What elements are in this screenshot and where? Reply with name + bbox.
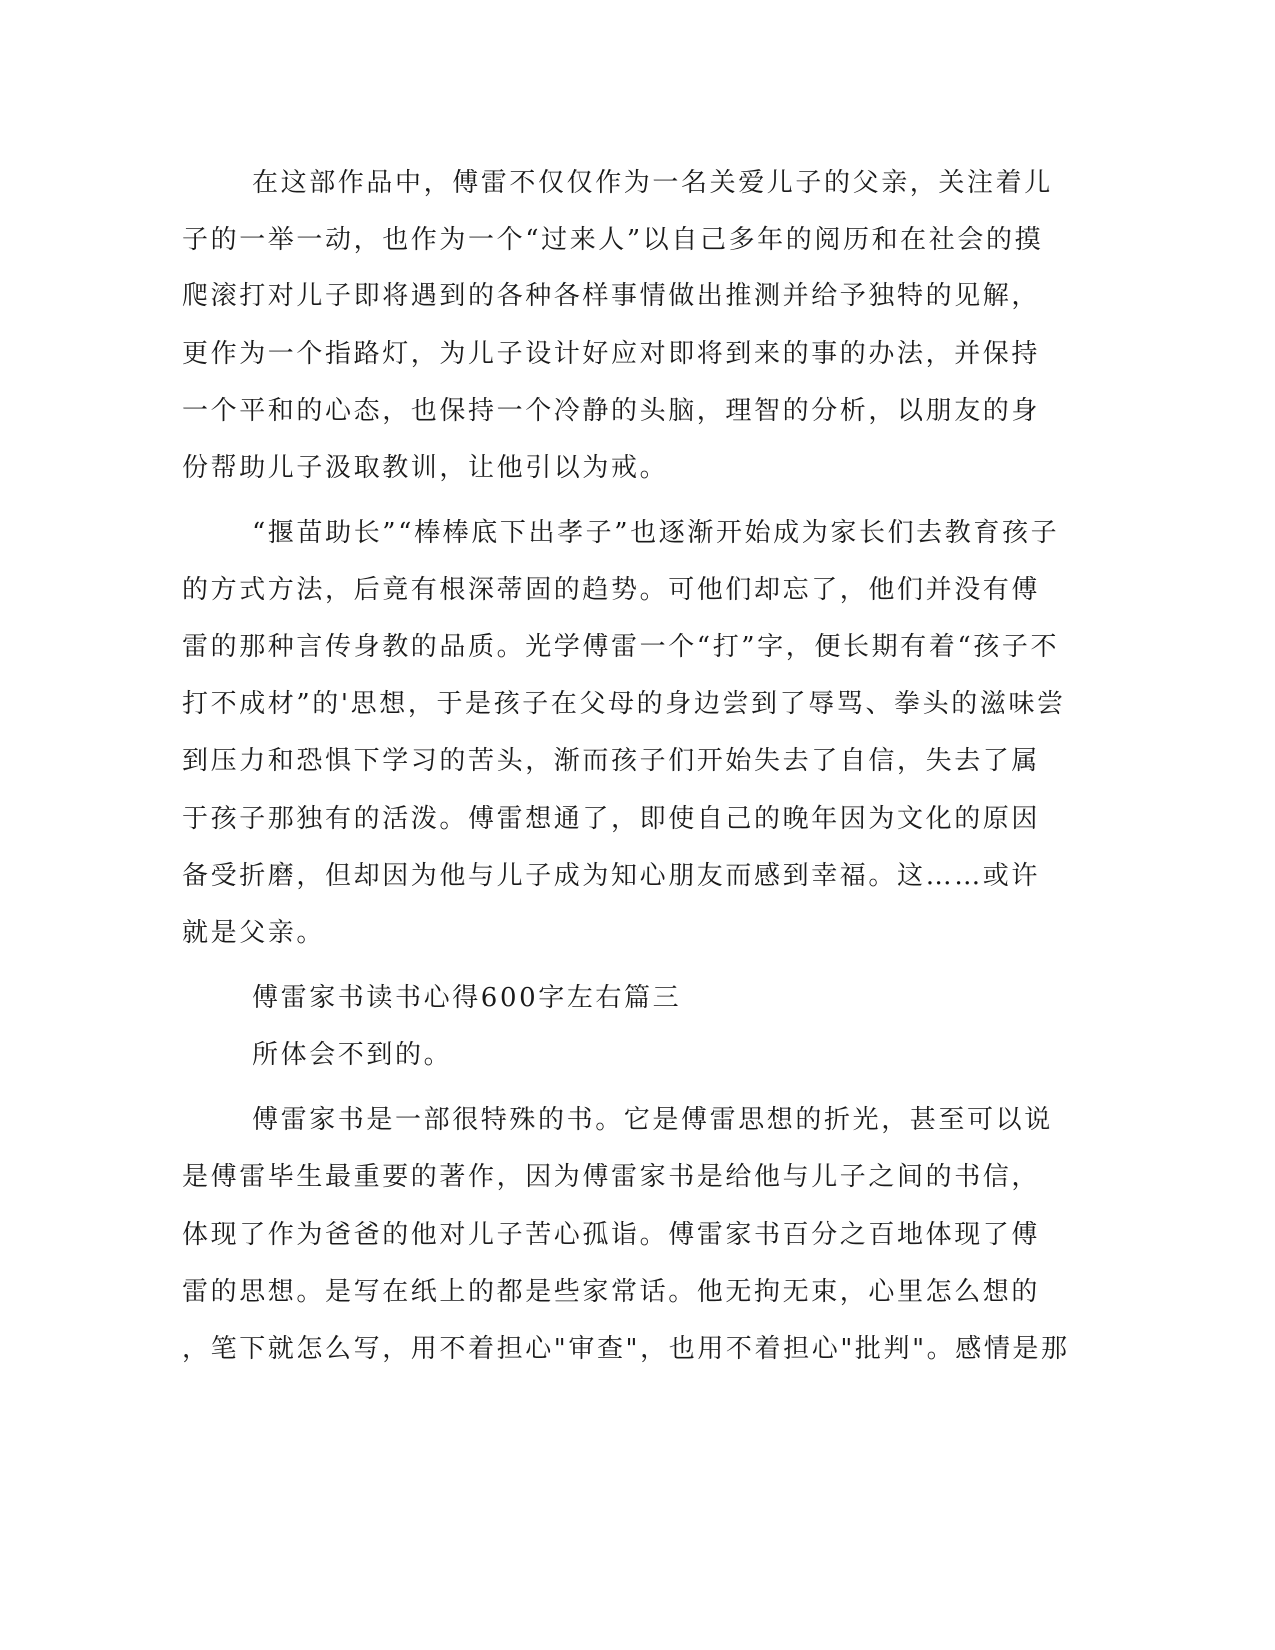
paragraph-4-line-4: 雷的思想。是写在纸上的都是些家常话。他无拘无束，心里怎么想的 [182,1277,1041,1307]
paragraph-2-line-6: 于孩子那独有的活泼。傅雷想通了，即使自己的晚年因为文化的原因 [182,804,1041,834]
paragraph-4-line-2: 是傅雷毕生最重要的著作，因为傅雷家书是给他与儿子之间的书信， [182,1162,1041,1192]
paragraph-2-line-4: 打不成材”的'思想，于是孩子在父母的身边尝到了辱骂、拳头的滋味尝 [182,689,1066,719]
paragraph-1-line-1: 在这部作品中，傅雷不仅仅作为一名关爱儿子的父亲，关注着儿 [252,168,1053,198]
paragraph-2-line-1: “揠苗助长”“棒棒底下出孝子”也逐渐开始成为家长们去教育孩子 [252,518,1060,548]
paragraph-1-line-4: 更作为一个指路灯，为儿子设计好应对即将到来的事的办法，并保持 [182,339,1041,369]
paragraph-2-line-7: 备受折磨，但却因为他与儿子成为知心朋友而感到幸福。这……或许 [182,861,1041,891]
paragraph-1-line-6: 份帮助儿子汲取教训，让他引以为戒。 [182,453,669,483]
paragraph-1-line-2: 子的一举一动，也作为一个“过来人”以自己多年的阅历和在社会的摸 [182,225,1044,255]
section-heading: 傅雷家书读书心得600字左右篇三 [252,983,682,1013]
paragraph-2-line-2: 的方式方法，后竟有根深蒂固的趋势。可他们却忘了，他们并没有傅 [182,575,1041,605]
paragraph-4-line-3: 体现了作为爸爸的他对儿子苦心孤诣。傅雷家书百分之百地体现了傅 [182,1220,1041,1250]
paragraph-2-line-8: 就是父亲。 [182,918,326,948]
paragraph-4-line-1: 傅雷家书是一部很特殊的书。它是傅雷思想的折光，甚至可以说 [252,1105,1053,1135]
paragraph-3-line-1: 所体会不到的。 [252,1040,453,1070]
paragraph-1-line-3: 爬滚打对儿子即将遇到的各种各样事情做出推测并给予独特的见解， [182,281,1041,311]
paragraph-2-line-3: 雷的那种言传身教的品质。光学傅雷一个“打”字，便长期有着“孩子不 [182,632,1060,662]
paragraph-2-line-5: 到压力和恐惧下学习的苦头，渐而孩子们开始失去了自信，失去了属 [182,746,1041,776]
paragraph-4-line-5: ，笔下就怎么写，用不着担心"审查"，也用不着担心"批判"。感情是那 [182,1334,1070,1364]
paragraph-1-line-5: 一个平和的心态，也保持一个冷静的头脑，理智的分析，以朋友的身 [182,396,1041,426]
